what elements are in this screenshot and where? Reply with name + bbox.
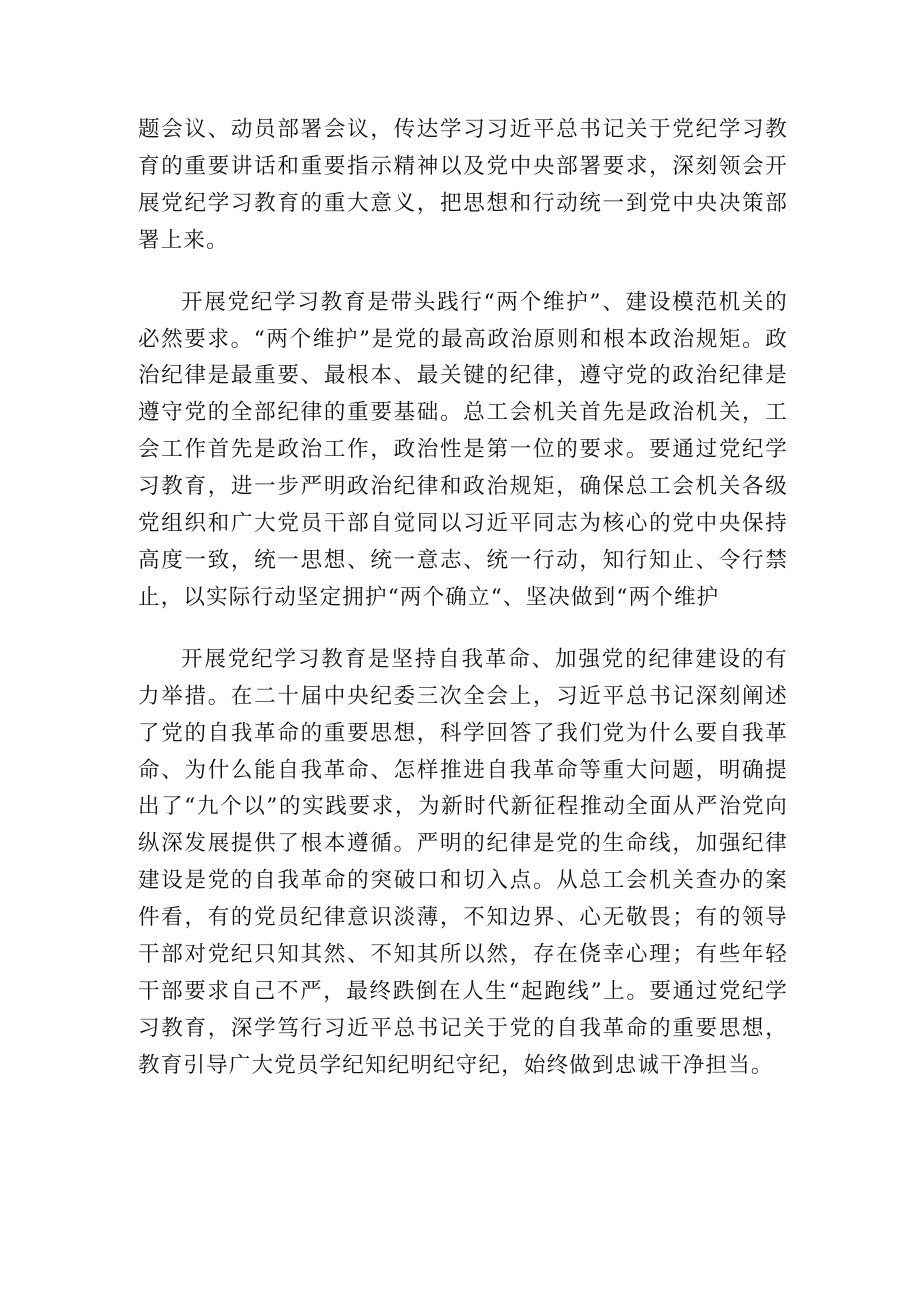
paragraph-2: 开展党纪学习教育是带头践行“两个维护”、建设模范机关的必然要求。“两个维护”是党的最高政治原则和根本政治规矩。政治纪律是最重要、最根本、最关键的纪律，遵守党的政治纪律是遵守党的全部纪律的重要基础。总工会机关首先是政治机关，工会工作首先是政治工作，政治性是第一位的要求。要通过党纪学习教育，进一步严明政治纪律和政治规矩，确保总工会机关各级党组织和广大党员干部自觉同以习近平同志为核心的党中央保持高度一致，统一思想、统一意志、统一行动，知行知止、令行禁止，以实际行动坚定拥护“两个确立“、坚决做到“两个维护 [138, 289, 788, 610]
paragraph-1: 题会议、动员部署会议，传达学习习近平总书记关于党纪学习教育的重要讲话和重要指示精神以及党中央部署要求，深刻领会开展党纪学习教育的重大意义，把思想和行动统一到党中央决策部署上来。 [138, 117, 788, 253]
document-body [138, 112, 788, 1085]
paragraph-3: 开展党纪学习教育是坚持自我革命、加强党的纪律建设的有力举措。在二十届中央纪委三次全会上，习近平总书记深刻阐述了党的自我革命的重要思想，科学回答了我们党为什么要自我革命、为什么能自我革命、怎样推进自我革命等重大问题，明确提出了“九个以”的实践要求，为新时代新征程推动全面从严治党向纵深发展提供了根本遵循。严明的纪律是党的生命线，加强纪律建设是党的自我革命的突破口和切入点。从总工会机关查办的案件看，有的党员纪律意识淡薄，不知边界、心无敬畏；有的领导干部对党纪只知其然、不知其所以然，存在侥幸心理；有些年轻干部要求自己不严，最终跌倒在人生“起跑线”上。要通过党纪学习教育，深学笃行习近平总书记关于党的自我革命的重要思想，教育引导广大党员学纪知纪明纪守纪，始终做到忠诚干净担当。 [138, 646, 788, 1078]
